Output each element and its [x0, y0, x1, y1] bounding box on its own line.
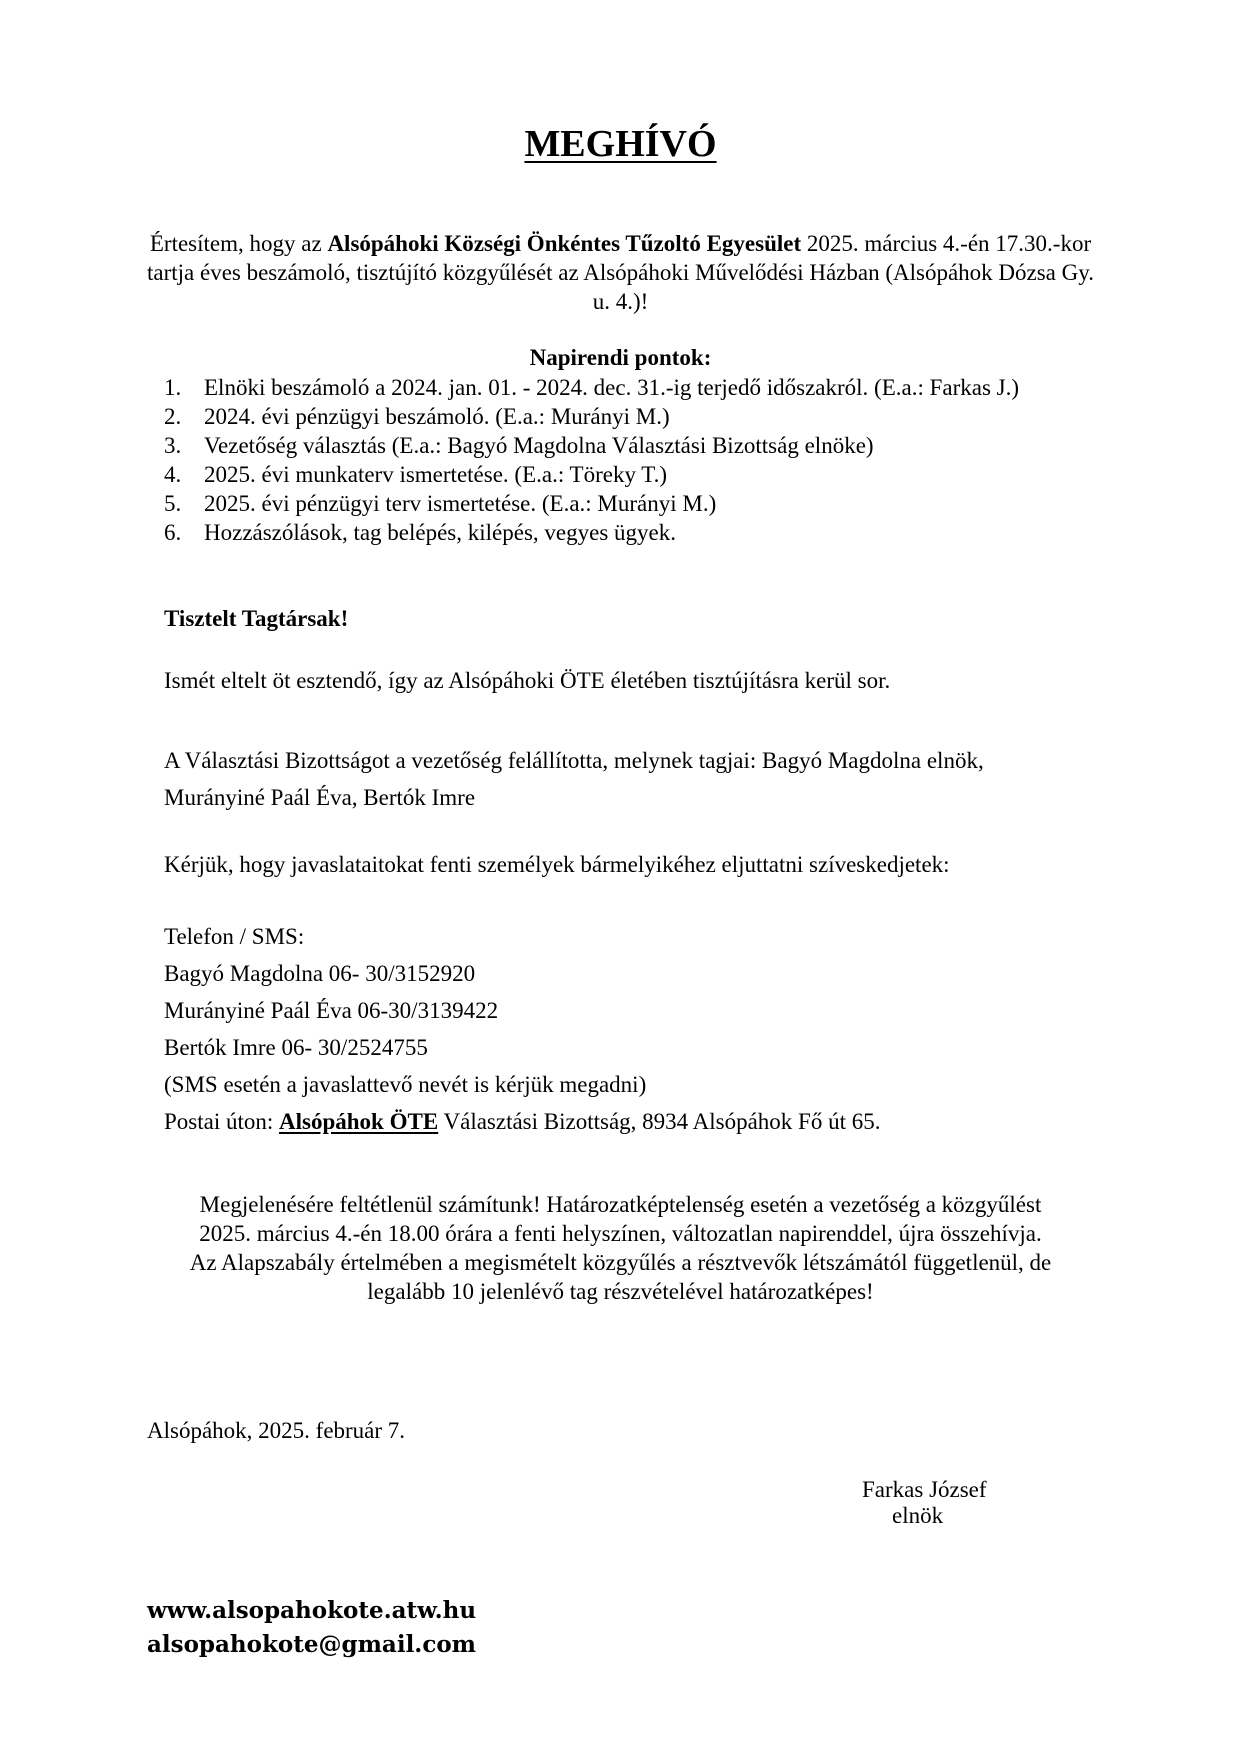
paragraph-request: Kérjük, hogy javaslataitokat fenti személyek bármelyikéhez eljuttatni szíveskedjetek:	[164, 852, 950, 877]
agenda-item	[164, 518, 1019, 547]
postal-prefix: Postai úton:	[164, 1109, 280, 1134]
agenda-item-text: 2025. évi pénzügyi terv ismertetése. (E.a.: Murányi M.)	[204, 491, 717, 516]
paragraph-election-notice: Ismét eltelt öt esztendő, így az Alsópáhoki ÖTE életében tisztújításra kerül sor.	[164, 668, 891, 693]
agenda-item-number: 2.	[164, 404, 182, 429]
postal-address	[164, 1103, 880, 1140]
contact-note: (SMS esetén a javaslattevő nevét is kérjük megadni)	[164, 1072, 647, 1097]
agenda-item	[164, 431, 1019, 460]
closing-line: legalább 10 jelenlévő tag részvételével határozatképes!	[367, 1279, 874, 1304]
paragraph-committee	[164, 742, 984, 816]
postal-org: Alsópáhok ÖTE	[279, 1109, 439, 1134]
website-link[interactable]: www.alsopahokote.atw.hu	[147, 1597, 477, 1624]
signature-block	[862, 1477, 1062, 1529]
contact-line: Murányiné Paál Éva 06-30/3139422	[164, 998, 499, 1023]
agenda-item-text: 2025. évi munkaterv ismertetése. (E.a.: Töreky T.)	[204, 462, 668, 487]
agenda-item-number: 5.	[164, 491, 182, 516]
paragraph-committee-line: Murányiné Paál Éva, Bertók Imre	[164, 785, 476, 810]
contact-line: Bagyó Magdolna 06- 30/3152920	[164, 961, 476, 986]
agenda-item-number: 6.	[164, 520, 182, 545]
paragraph-committee-line: A Választási Bizottságot a vezetőség felállította, melynek tagjai: Bagyó Magdolna elnök,	[164, 748, 984, 773]
closing-line: 2025. március 4.-én 18.00 órára a fenti helyszínen, változatlan napirenddel, újra összehívja.	[199, 1221, 1042, 1246]
contact-line: Bertók Imre 06- 30/2524755	[164, 1035, 428, 1060]
agenda-item	[164, 489, 1019, 518]
agenda-item-number: 4.	[164, 462, 182, 487]
document-title: MEGHÍVÓ	[524, 123, 717, 165]
agenda-title: Napirendi pontok:	[529, 345, 712, 370]
closing-line: Az Alapszabály értelmében a megismételt közgyűlés a résztvevők létszámától függetlenül, de	[189, 1250, 1052, 1275]
agenda-item-number: 1.	[164, 375, 182, 400]
closing-paragraph	[140, 1190, 1101, 1306]
signer-role: elnök	[892, 1503, 944, 1528]
agenda-item-number: 3.	[164, 433, 182, 458]
email-link[interactable]: alsopahokote@gmail.com	[147, 1631, 476, 1658]
footer-contacts	[147, 1594, 476, 1662]
agenda-item	[164, 373, 1019, 402]
agenda-item-text: 2024. évi pénzügyi beszámoló. (E.a.: Murányi M.)	[204, 404, 670, 429]
agenda-item-text: Elnöki beszámoló a 2024. jan. 01. - 2024. dec. 31.-ig terjedő időszakról. (E.a.: Farkas J.)	[204, 375, 1020, 400]
agenda-item-text: Vezetőség választás (E.a.: Bagyó Magdolna Választási Bizottság elnöke)	[204, 433, 874, 458]
organization-name: Alsópáhoki Községi Önkéntes Tűzoltó Egyesület	[327, 231, 802, 256]
greeting: Tisztelt Tagtársak!	[164, 606, 349, 631]
closing-line: Megjelenésére feltétlenül számítunk! Határozatképtelenség esetén a vezetőség a közgyűlést	[199, 1192, 1042, 1217]
intro-text-end: 2025. március 4.-én 17.30.-kor tartja éves beszámoló, tisztújító közgyűlését az Alsópáhoki Művelődési Házban (Alsópáhok Dózsa Gy. u. 4.)!	[146, 231, 1095, 314]
agenda-list	[164, 373, 1019, 547]
place-date: Alsópáhok, 2025. február 7.	[147, 1418, 406, 1443]
agenda-item-text: Hozzászólások, tag belépés, kilépés, vegyes ügyek.	[204, 520, 676, 545]
agenda-item	[164, 460, 1019, 489]
postal-rest: Választási Bizottság, 8934 Alsópáhok Fő út 65.	[438, 1109, 881, 1134]
intro-text-start: Értesítem, hogy az	[149, 231, 328, 256]
signer-name: Farkas József	[862, 1477, 987, 1502]
intro-paragraph	[140, 229, 1101, 316]
agenda-item	[164, 402, 1019, 431]
contact-block	[164, 918, 880, 1140]
contact-label: Telefon / SMS:	[164, 924, 305, 949]
